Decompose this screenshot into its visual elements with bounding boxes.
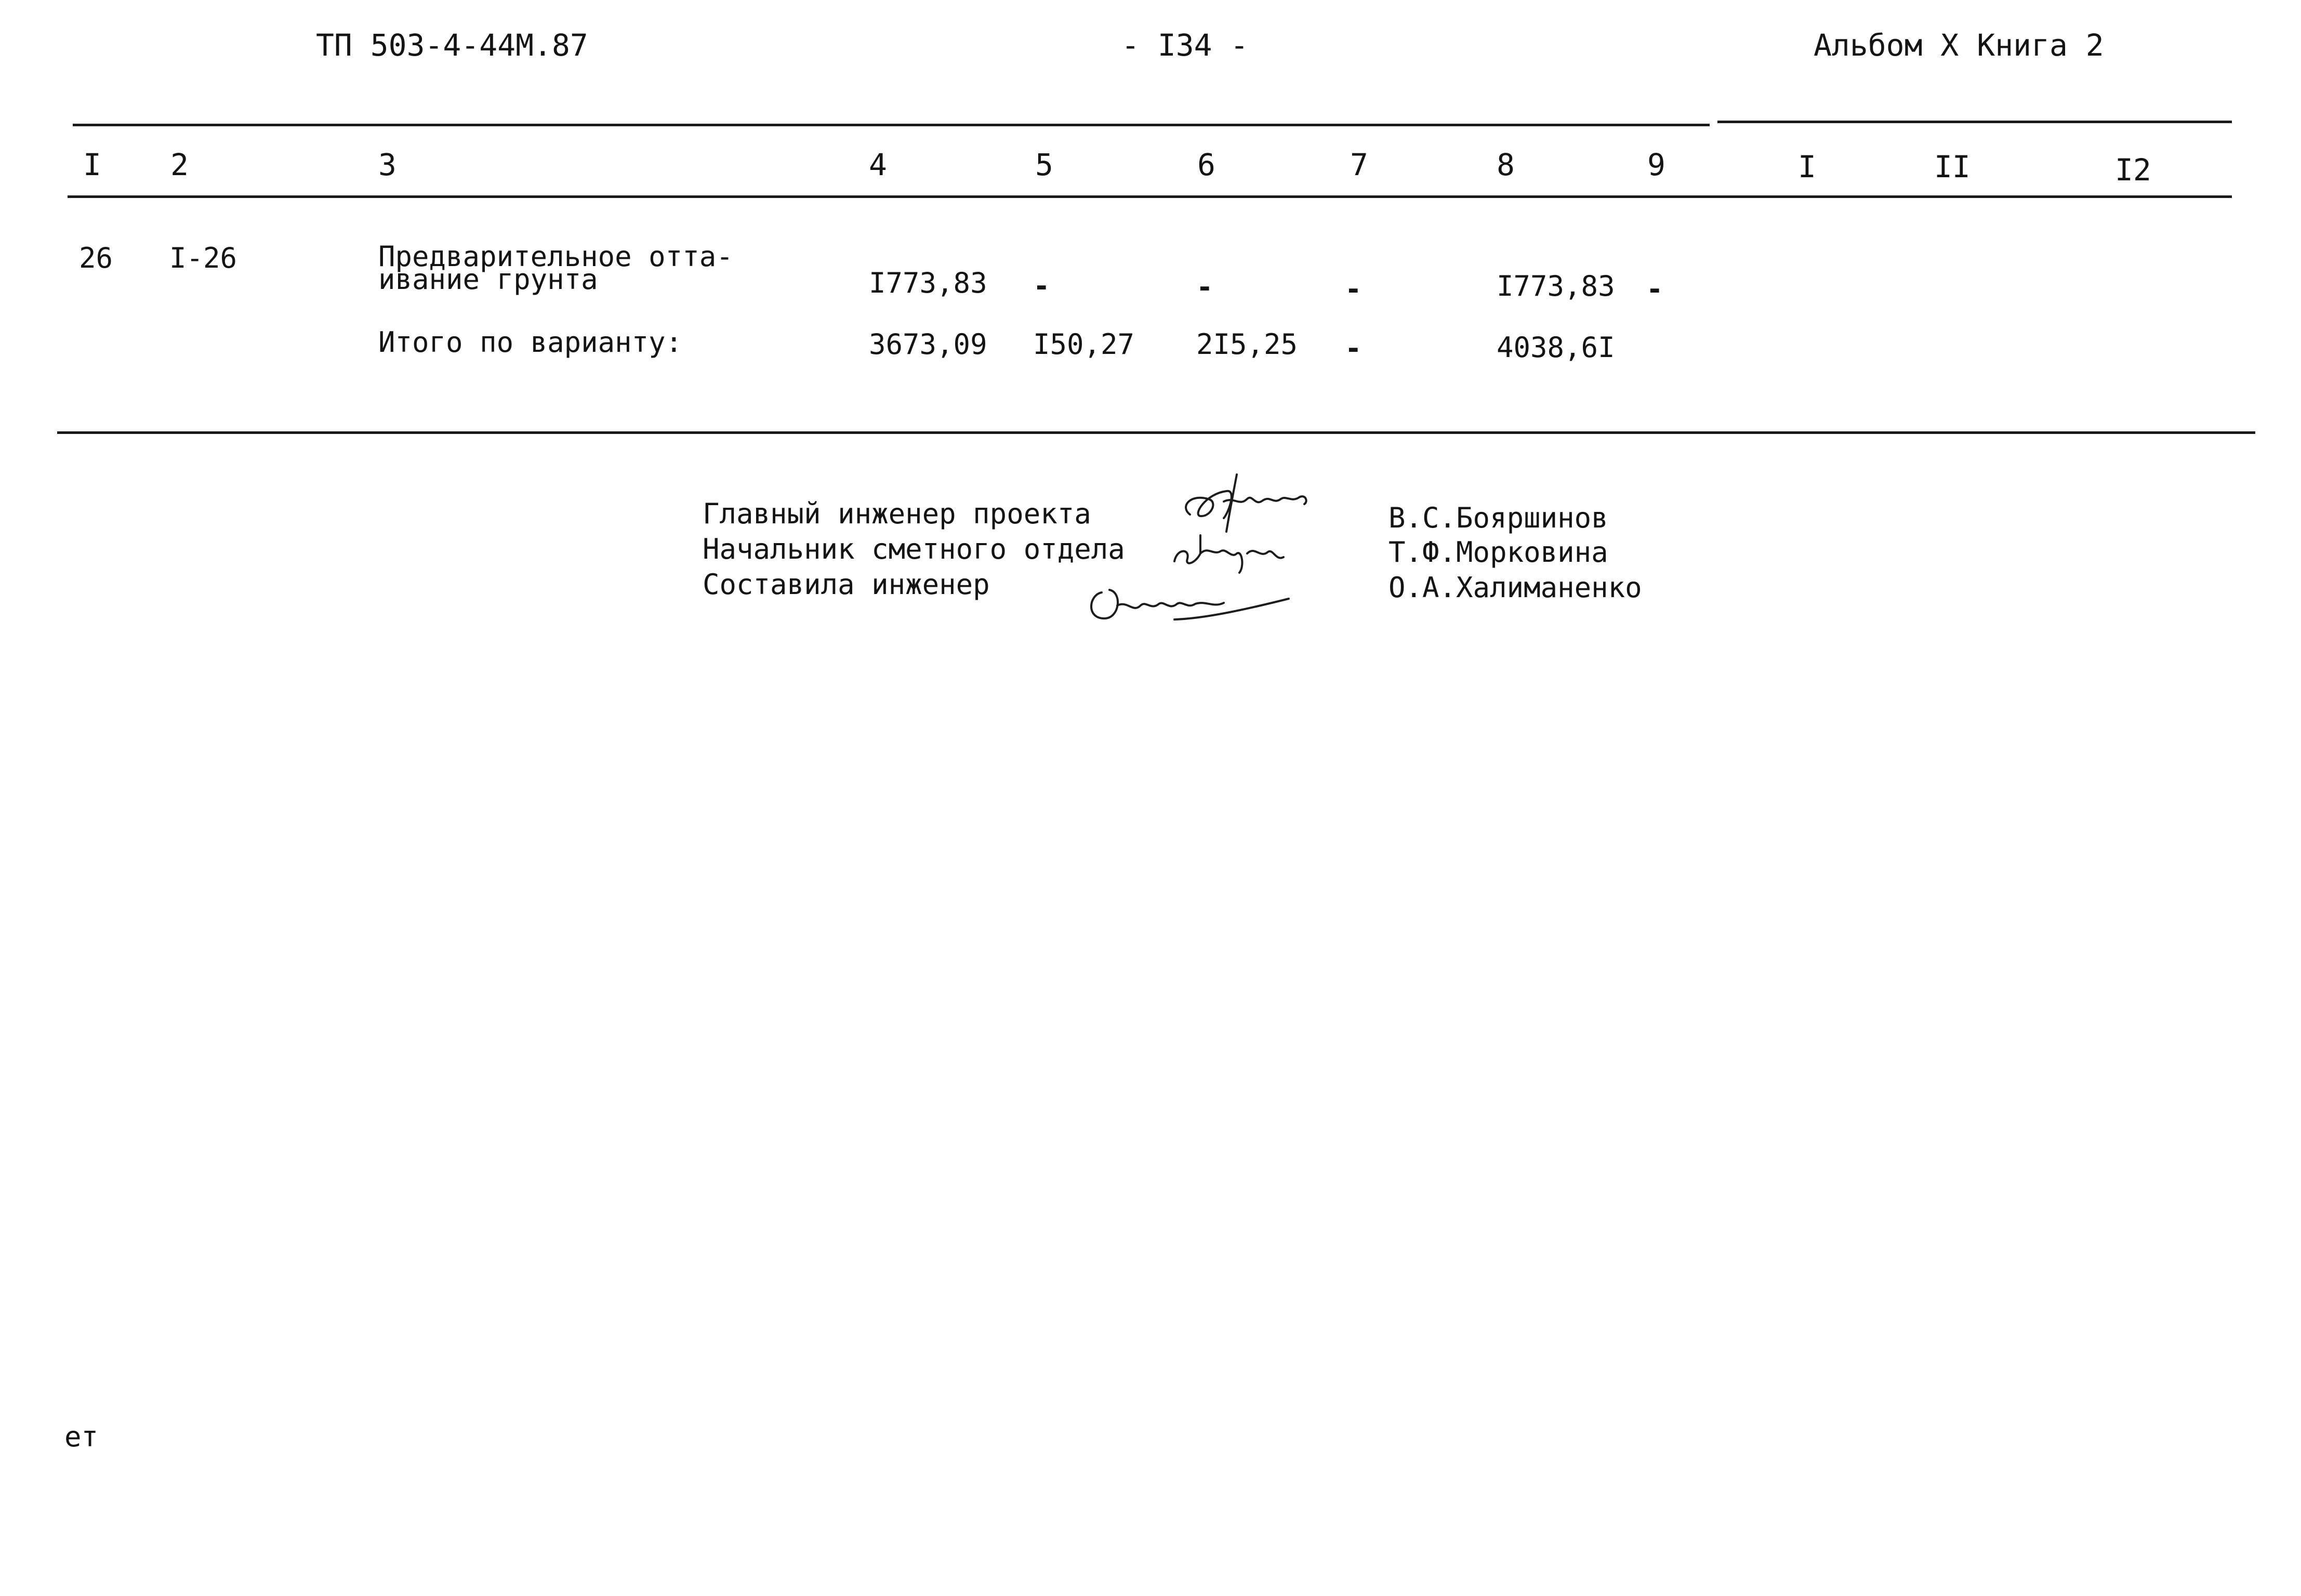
cell-col-9: - xyxy=(1646,273,1663,306)
column-number: 4 xyxy=(869,147,887,182)
signature-role: Начальник сметного отдела xyxy=(703,533,1125,565)
total-col-4: 3673,09 xyxy=(869,328,987,361)
total-label: Итого по варианту: xyxy=(378,326,683,359)
cell-col-6: - xyxy=(1196,271,1213,304)
total-col-6: 2I5,25 xyxy=(1196,328,1298,361)
column-number: I2 xyxy=(2115,152,2151,188)
column-number: 5 xyxy=(1035,147,1053,182)
table-top-rule-left xyxy=(73,124,1710,126)
row-number: 26 xyxy=(79,242,113,274)
total-col-7: - xyxy=(1345,332,1362,365)
table-bottom-rule xyxy=(57,431,2255,434)
signatory-name: О.А.Халиманенко xyxy=(1388,571,1642,604)
handwritten-signature-3 xyxy=(1081,572,1299,629)
row-description xyxy=(378,240,733,296)
cell-col-8: I773,83 xyxy=(1497,270,1615,302)
document-code: ТП 503-4-44М.87 xyxy=(316,28,588,63)
column-number: I xyxy=(83,147,101,182)
row-description-line-2: ивание грунта xyxy=(378,263,598,296)
cell-col-5: - xyxy=(1033,270,1050,302)
handwritten-signature-2 xyxy=(1164,530,1299,577)
total-col-8: 4038,6I xyxy=(1497,331,1615,364)
column-number: 3 xyxy=(378,147,396,182)
cell-col-7: - xyxy=(1345,273,1362,306)
total-col-5: I50,27 xyxy=(1033,328,1135,361)
column-number: 2 xyxy=(170,147,189,182)
table-top-rule-right xyxy=(1717,121,2232,123)
column-number: 6 xyxy=(1197,147,1215,182)
row-description-line-1: Предварительное отта- xyxy=(378,240,733,273)
cell-col-4: I773,83 xyxy=(869,267,987,299)
handwritten-signature-1 xyxy=(1169,470,1335,538)
signature-role: Главный инженер проекта xyxy=(703,497,1091,530)
header-bottom-rule xyxy=(68,195,2232,198)
column-number: II xyxy=(1934,149,1971,184)
footer-mark: ет xyxy=(64,1420,99,1453)
column-number: I xyxy=(1798,149,1816,184)
signatory-name: В.С.Бояршинов xyxy=(1388,502,1608,534)
album-book-label: Альбом X Книга 2 xyxy=(1814,28,2104,63)
column-number: 8 xyxy=(1497,147,1515,182)
signature-role: Составила инженер xyxy=(703,568,990,601)
row-code: I-26 xyxy=(169,242,237,274)
page-number: - I34 - xyxy=(1121,28,1249,63)
signatory-name: Т.Ф.Морковина xyxy=(1388,536,1608,569)
column-number: 9 xyxy=(1647,147,1665,182)
column-number: 7 xyxy=(1350,147,1368,182)
